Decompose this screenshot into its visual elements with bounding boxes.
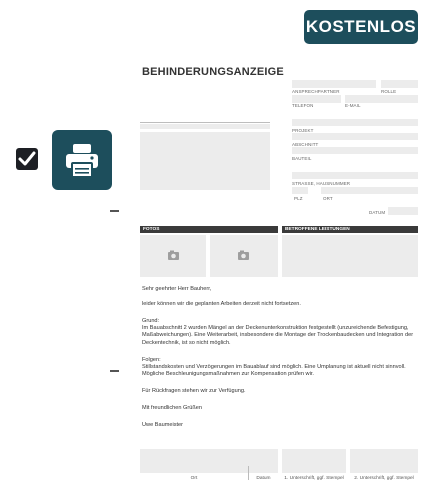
role-label: ROLLE (381, 89, 397, 94)
printer-icon (52, 130, 112, 190)
component-field[interactable] (292, 147, 418, 154)
print-button[interactable] (52, 130, 112, 190)
signature-2-label: 2. Unterschrift, ggf. Stempel (354, 476, 414, 481)
contact-person-label: ANSPRECHPARTNER (292, 89, 340, 94)
letter-intro: leider können wir die geplanten Arbeiten derzeit nicht fortsetzen. (142, 301, 301, 307)
signature-1-label: 1. Unterschrift, ggf. Stempel (284, 476, 344, 481)
camera-icon (210, 235, 278, 277)
project-field[interactable] (292, 119, 418, 126)
consequences-text: Stillstandskosten und Verzögerungen im Bauablauf sind möglich. Eine Umplanung ist aktuell nicht sinnvoll. Mögliche Beschleunigungsmaßnahmen zur Kompensation prüfen wir. (142, 364, 406, 378)
project-label: PROJEKT (292, 128, 314, 133)
zip-field[interactable] (292, 187, 308, 194)
reason-heading: Grund: (142, 318, 160, 324)
component-label: BAUTEIL (292, 156, 312, 161)
section-label: ABSCHNITT (292, 142, 319, 147)
contact-person-field[interactable] (292, 80, 376, 88)
signature-name: Uwe Baumeister (142, 422, 184, 428)
street-label: STRASSE, HAUSNUMMER (292, 181, 351, 186)
photos-header: FOTOS (140, 226, 278, 233)
place-label: Ort (190, 476, 198, 481)
recipient-header-field[interactable] (140, 124, 270, 129)
closing-line: Mit freundlichen Grüßen (142, 405, 203, 411)
city-label: ORT (323, 196, 333, 201)
checkbox-checked-icon[interactable] (16, 148, 38, 170)
questions-line: Für Rückfragen stehen wir zur Verfügung. (142, 388, 246, 394)
date-field[interactable] (388, 207, 418, 215)
place-date-field[interactable] (140, 449, 278, 473)
letter-greeting: Sehr geehrter Herr Bauherr, (142, 286, 212, 292)
email-label: E-MAIL (345, 103, 361, 108)
affected-services-field[interactable] (282, 235, 418, 277)
zip-label: PLZ (294, 196, 303, 201)
city-field[interactable] (321, 187, 418, 194)
document-title: BEHINDERUNGSANZEIGE (142, 66, 284, 78)
margin-mark (110, 370, 119, 372)
email-field[interactable] (345, 95, 418, 103)
street-field[interactable] (292, 172, 418, 179)
reason-text: Im Bauabschnitt 2 wurden Mängel an der Deckenunterkonstruktion festgestellt (unzureichende Befestigung, Maßabweichungen). Eine Weiterarbeit, insbesondere die Montage der Trockenbaudecken und Integration der Deckentechnik, ist so nicht möglich. (142, 325, 414, 346)
date-footer-label: Datum (256, 476, 271, 481)
section-field[interactable] (292, 133, 418, 140)
date-label: DATUM (369, 210, 386, 215)
free-badge: KOSTENLOS (304, 10, 418, 44)
affected-services-header: BETROFFENE LEISTUNGEN (282, 226, 418, 233)
consequences-heading: Folgen: (142, 357, 161, 363)
recipient-address-field[interactable] (140, 132, 270, 190)
signature-1-field[interactable] (282, 449, 346, 473)
role-field[interactable] (381, 80, 418, 88)
signature-2-field[interactable] (350, 449, 418, 473)
margin-mark (110, 210, 119, 212)
phone-label: TELEFON (292, 103, 314, 108)
divider (140, 122, 270, 123)
photo-slot[interactable] (210, 235, 278, 277)
camera-icon (140, 235, 206, 277)
photo-slot[interactable] (140, 235, 206, 277)
phone-field[interactable] (292, 95, 341, 103)
